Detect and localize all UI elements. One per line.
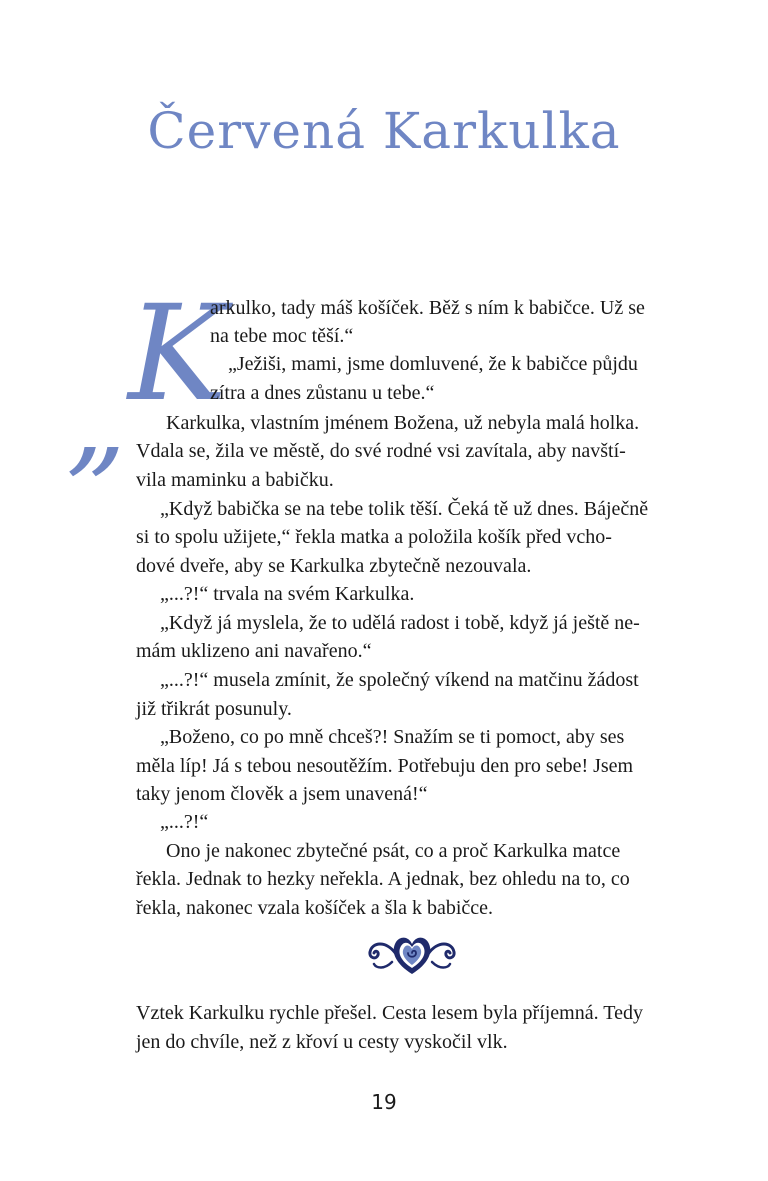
body-line-11: „...?!“ trvala na svém Karkulka.: [160, 583, 415, 605]
drop-cap-letter: K: [128, 277, 227, 431]
page-number: 19: [371, 1090, 397, 1114]
opening-quote-mark: „: [66, 350, 128, 488]
body-line-8: „Když babička se na tebe tolik těší. Čeká tě už dnes. Báječně: [160, 498, 649, 520]
chapter-title: Červená Karkulka: [147, 102, 621, 160]
body-line-10: dové dveře, aby se Karkulka zbytečně nezouvala.: [136, 555, 532, 577]
body-line-13: mám uklizeno ani navařeno.“: [136, 640, 372, 662]
body-line-17: měla líp! Já s tebou nesoutěžím. Potřebuju den pro sebe! Jsem: [136, 755, 634, 777]
body-line-16: „Boženo, co po mně chceš?! Snažím se ti pomoct, aby ses: [160, 726, 625, 748]
body-line-21: řekla. Jednak to hezky neřekla. A jednak, bez ohledu na to, co: [136, 868, 630, 890]
body-line-19: „...?!“: [160, 811, 209, 833]
body-line-20: Ono je nakonec zbytečné psát, co a proč Karkulka matce: [166, 840, 621, 862]
body-line-22: řekla, nakonec vzala košíček a šla k babičce.: [136, 897, 494, 919]
body-line-3: „Ježiši, mami, jsme domluvené, že k babičce půjdu: [228, 353, 638, 375]
body-line-18: taky jenom člověk a jsem unavená!“: [136, 783, 428, 805]
body-line-24: jen do chvíle, než z křoví u cesty vyskočil vlk.: [136, 1031, 508, 1053]
body-line-12: „Když já myslela, že to udělá radost i tobě, když já ještě ne-: [160, 612, 640, 634]
body-line-14: „...?!“ musela zmínit, že společný víkend na matčinu žádost: [160, 669, 639, 691]
body-line-1: arkulko, tady máš košíček. Běž s ním k babičce. Už se: [210, 297, 645, 319]
body-line-4: zítra a dnes zůstanu u tebe.“: [210, 382, 435, 404]
body-line-7: vila maminku a babičku.: [136, 469, 334, 491]
body-line-9: si to spolu užijete,“ řekla matka a položila košík před vcho-: [136, 526, 612, 548]
body-line-15: již třikrát posunuly.: [136, 698, 292, 720]
body-line-6: Vdala se, žila ve městě, do své rodné vsi zavítala, aby navští-: [136, 440, 626, 462]
heart-ornament-icon: [366, 928, 458, 980]
body-line-2: na tebe moc těší.“: [210, 325, 354, 347]
body-line-5: Karkulka, vlastním jménem Božena, už nebyla malá holka.: [166, 412, 640, 434]
body-line-23: Vztek Karkulku rychle přešel. Cesta lesem byla příjemná. Tedy: [136, 1002, 643, 1024]
